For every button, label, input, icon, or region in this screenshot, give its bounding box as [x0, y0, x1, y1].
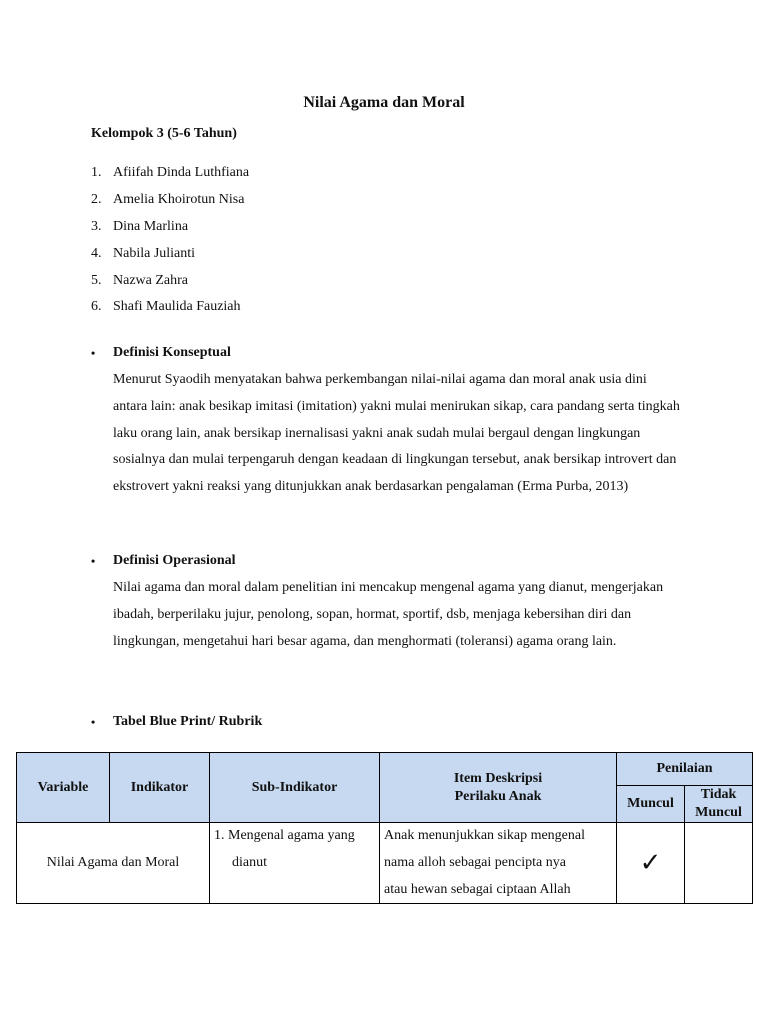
header-item-line1: Item Deskripsi: [453, 770, 543, 786]
section-heading: Definisi Konseptual: [113, 345, 231, 360]
cell-sub-indikator: [210, 823, 380, 904]
section-heading: Tabel Blue Print/ Rubrik: [113, 714, 263, 729]
sub-line1: 1. Mengenal agama yang: [214, 828, 355, 843]
list-item: [91, 187, 249, 214]
header-tidak-line1: Tidak: [700, 787, 737, 802]
header-item-line2: Perilaku Anak: [454, 788, 542, 804]
bullet-icon: •: [91, 553, 96, 568]
header-tidak-line2: Muncul: [695, 805, 742, 820]
section-blueprint: [91, 712, 681, 732]
header-muncul: Muncul: [617, 786, 685, 823]
desc-line2: nama alloh sebagai pencipta nya: [384, 854, 566, 870]
list-number: 2.: [91, 192, 102, 208]
list-item: [91, 267, 249, 294]
sub-line2: dianut: [232, 854, 267, 870]
header-sub-indikator: Sub-Indikator: [210, 753, 380, 823]
table-row: [17, 823, 753, 904]
member-name: Nazwa Zahra: [113, 272, 189, 288]
section-paragraph: Menurut Syaodih menyatakan bahwa perkembangan nilai-nilai agama dan moral anak usia dini antara lain: anak besikap imitasi (imitation) yakni mulai menirukan sikap, cara pandang serta tingkah laku orang lain, anak bersikap inernalisasi yakni anak sudah mulai bergaul dengan lingkungan sosialnya dan mulai terpengaruh dengan keadaan di lingkungan tersebut, anak bersikap introvert dan ekstrovert yakni reaksi yang ditunjukkan anak berdasarkan pengalaman (Erma Purba, 2013): [113, 372, 680, 495]
member-name: Shafi Maulida Fauziah: [113, 299, 241, 315]
list-number: 3.: [91, 218, 102, 234]
cell-item-deskripsi: [380, 823, 617, 904]
list-item: [91, 240, 249, 267]
member-name: Nabila Julianti: [113, 245, 196, 261]
section-paragraph: Nilai agama dan moral dalam penelitian ini mencakup mengenal agama yang dianut, mengerjakan ibadah, berperilaku jujur, penolong, sopan, hormat, sportif, dsb, menjaga kebersihan diri dan lingkungan, mengetahui hari besar agama, dan menghormati (toleransi) agama orang lain.: [113, 580, 664, 649]
desc-line1: Anak menunjukkan sikap mengenal: [384, 828, 586, 843]
bullet-icon: •: [91, 714, 96, 729]
member-name: Dina Marlina: [113, 218, 189, 234]
section-definisi-operasional: [91, 551, 681, 655]
header-indikator: Indikator: [110, 753, 210, 823]
header-penilaian: Penilaian: [617, 753, 753, 786]
list-item: [91, 214, 249, 241]
list-item: [91, 160, 249, 187]
cell-variable: Nilai Agama dan Moral: [17, 823, 210, 904]
header-tidak-muncul: [685, 786, 753, 823]
member-list: [91, 160, 249, 321]
section-heading: Definisi Operasional: [113, 553, 236, 568]
header-variable: Variable: [17, 753, 110, 823]
list-number: 5.: [91, 272, 102, 288]
document-title: Nilai Agama dan Moral: [303, 94, 465, 111]
table-header-row: [17, 753, 753, 786]
header-item-deskripsi: [380, 753, 617, 823]
section-definisi-konseptual: [91, 343, 681, 501]
member-name: Amelia Khoirotun Nisa: [113, 192, 245, 208]
list-number: 6.: [91, 299, 102, 315]
list-number: 4.: [91, 245, 102, 261]
group-heading: Kelompok 3 (5-6 Tahun): [91, 126, 237, 141]
bullet-icon: •: [91, 345, 96, 360]
desc-line3: atau hewan sebagai ciptaan Allah: [384, 881, 571, 897]
rubric-table: [16, 752, 753, 904]
cell-tidak-muncul: [685, 823, 753, 904]
list-number: 1.: [91, 165, 102, 181]
checkmark-icon: ✓: [617, 823, 685, 904]
member-name: Afiifah Dinda Luthfiana: [113, 165, 250, 181]
list-item: [91, 294, 249, 321]
